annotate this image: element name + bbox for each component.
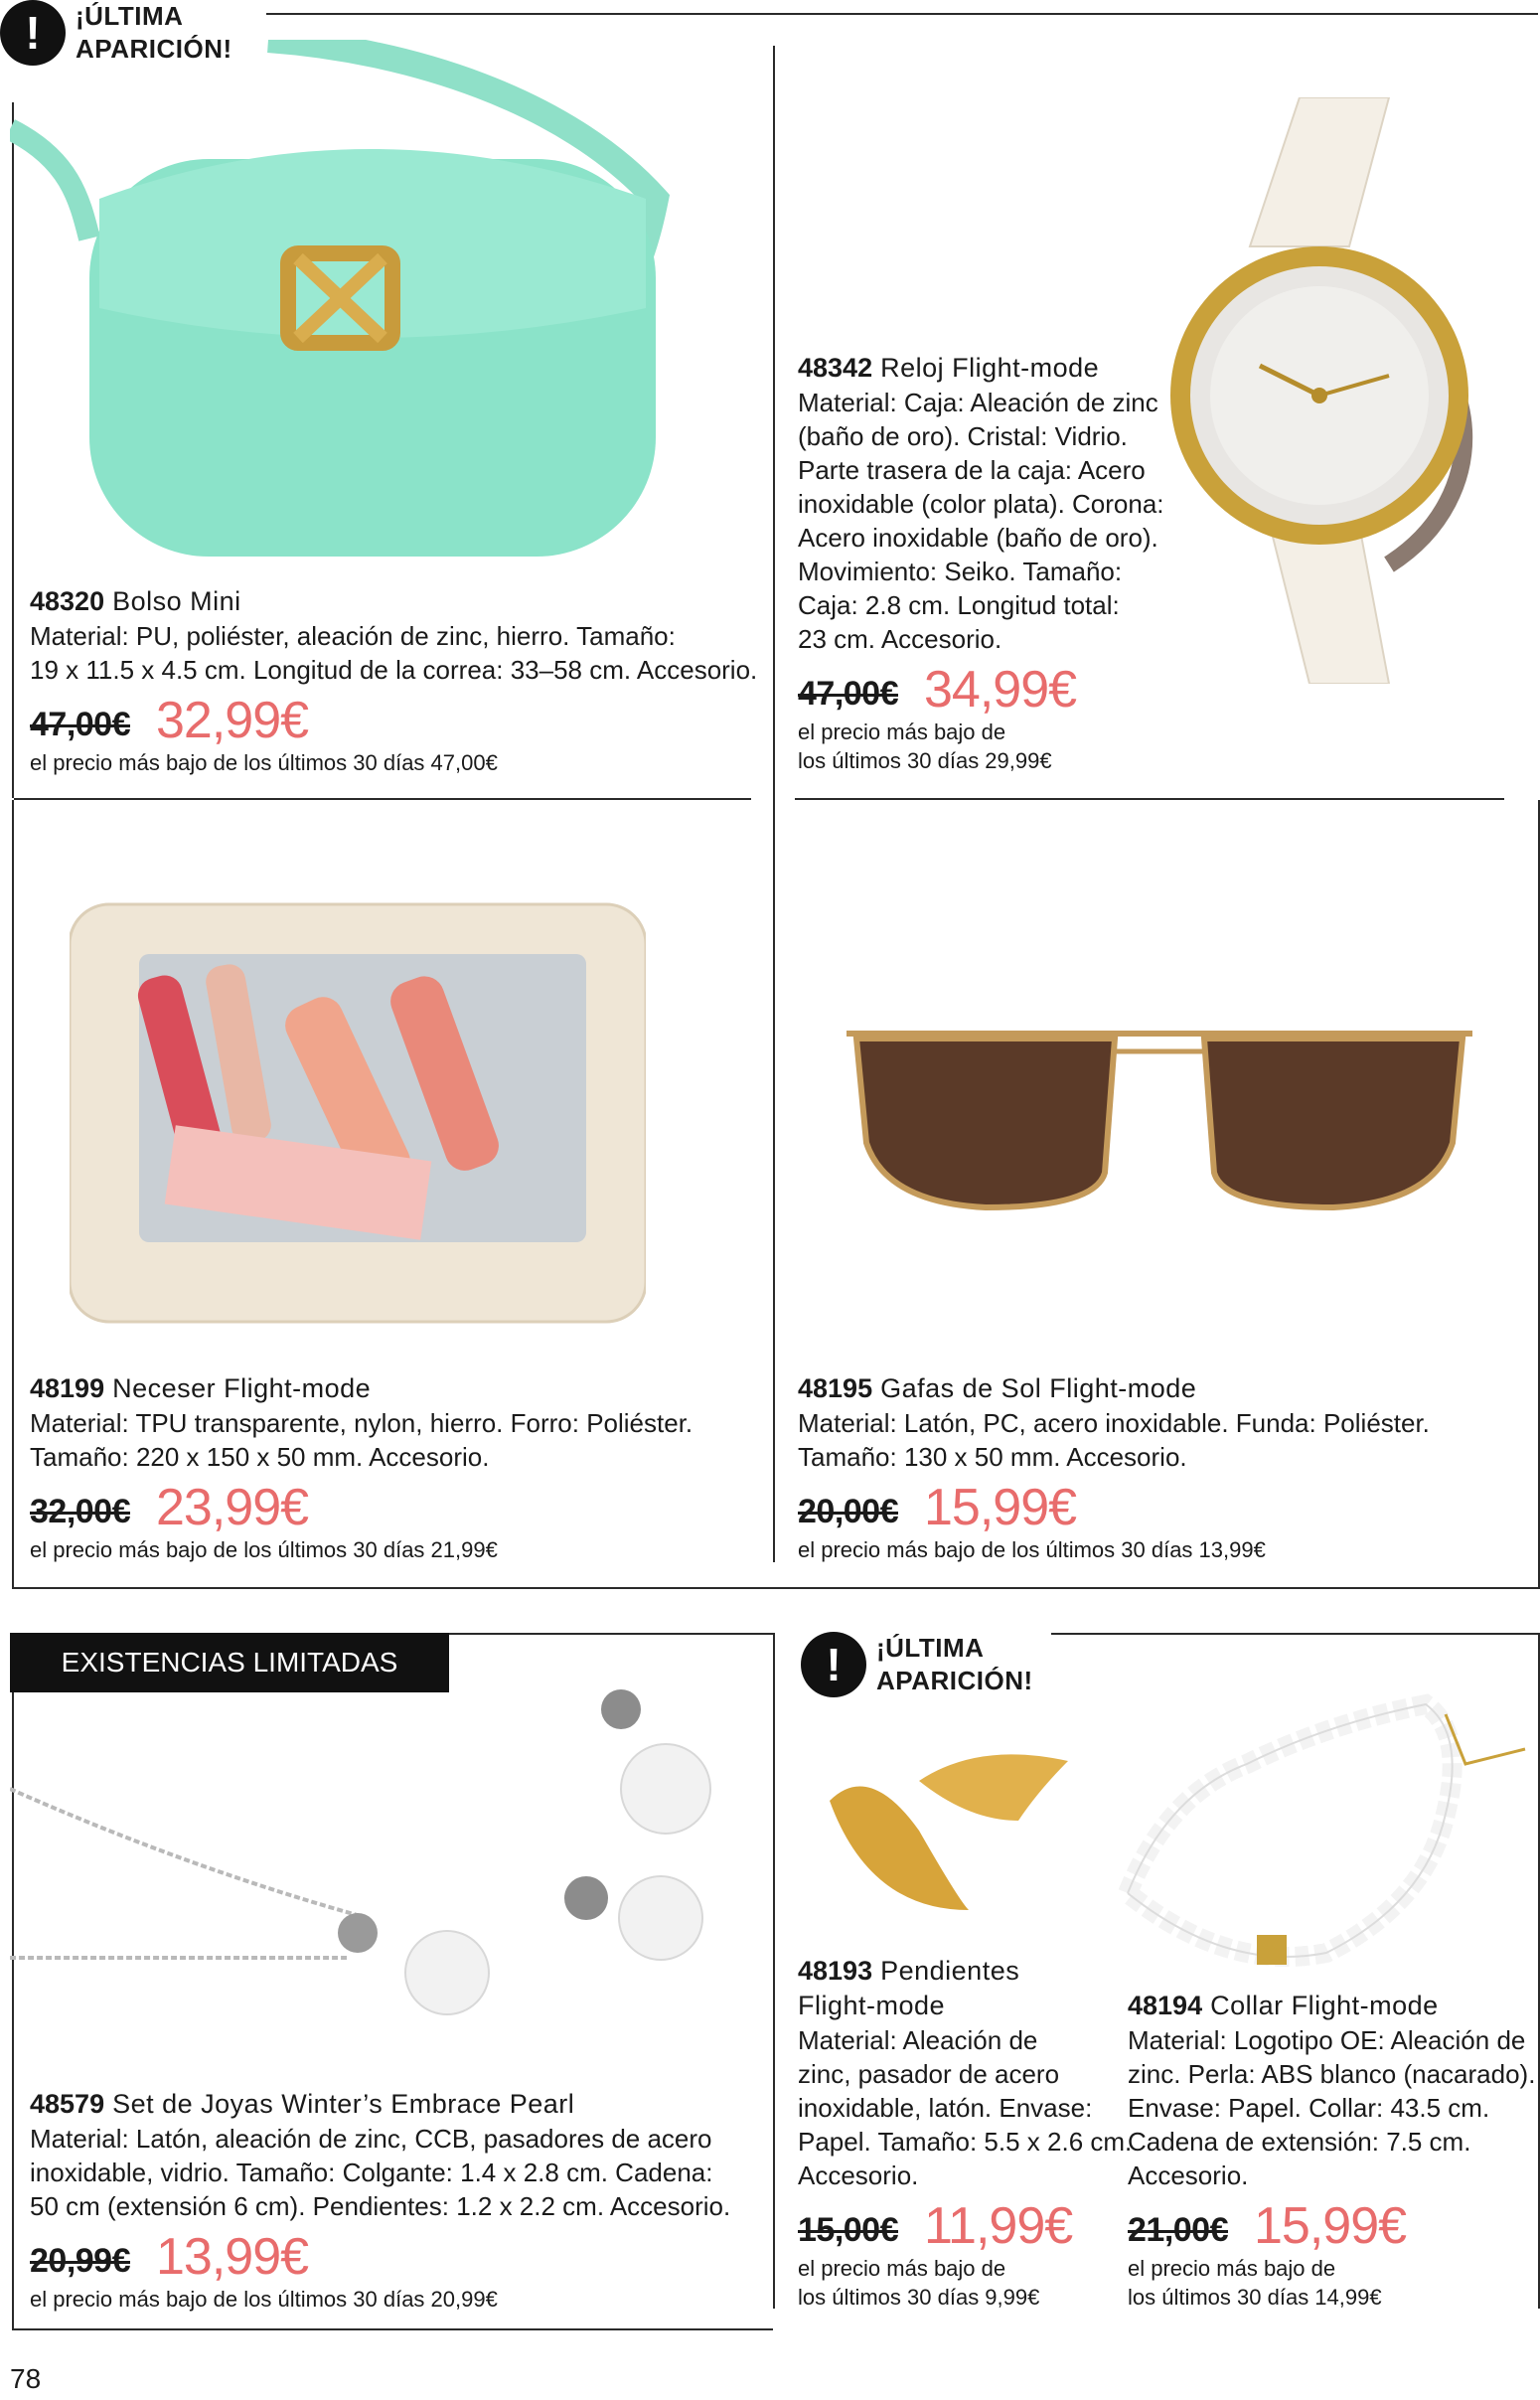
product-desc: Tamaño: 220 x 150 x 50 mm. Accesorio. — [30, 1442, 490, 1472]
product-name: Bolso Mini — [112, 586, 241, 616]
product-code: 48199 — [30, 1373, 105, 1403]
badge-line2: APARICIÓN! — [876, 1666, 1033, 1695]
divider — [773, 46, 775, 1562]
product-desc: 50 cm (extensión 6 cm). Pendientes: 1.2 x 2.2 cm. Accesorio. — [30, 2191, 731, 2221]
exclamation-icon: ! — [0, 0, 66, 66]
product-code: 48342 — [798, 353, 873, 383]
product-desc: Accesorio. — [798, 2160, 919, 2190]
product-desc: inoxidable (color plata). Corona: — [798, 489, 1164, 519]
product-desc: Envase: Papel. Collar: 43.5 cm. — [1128, 2093, 1490, 2123]
product-name: Gafas de Sol Flight-mode — [880, 1373, 1197, 1403]
product-48194 — [1128, 1989, 1535, 2312]
product-desc: 19 x 11.5 x 4.5 cm. Longitud de la correa: 33–58 cm. Accesorio. — [30, 655, 758, 685]
new-price: 32,99€ — [156, 692, 309, 749]
price-note: el precio más bajo de los últimos 30 días 21,99€ — [30, 1537, 498, 1562]
price-note: el precio más bajo de los últimos 30 días 20,99€ — [30, 2287, 498, 2312]
last-appearance-badge-2 — [801, 1632, 1033, 1697]
new-price: 34,99€ — [924, 661, 1077, 719]
product-name: Pendientes — [880, 1956, 1020, 1986]
price-note: los últimos 30 días 29,99€ — [798, 748, 1052, 773]
divider — [12, 2328, 773, 2330]
product-desc: Parte trasera de la caja: Acero — [798, 455, 1146, 485]
limited-stock-banner: EXISTENCIAS LIMITADAS — [10, 1633, 449, 1692]
product-desc: Material: Latón, aleación de zinc, CCB, pasadores de acero — [30, 2124, 712, 2154]
product-desc: Material: TPU transparente, nylon, hierro. Forro: Poliéster. — [30, 1408, 693, 1438]
product-desc: zinc. Perla: ABS blanco (nacarado). — [1128, 2059, 1536, 2089]
product-code: 48579 — [30, 2089, 105, 2119]
price-note: los últimos 30 días 9,99€ — [798, 2285, 1040, 2310]
product-desc: inoxidable, vidrio. Tamaño: Colgante: 1.4 x 2.8 cm. Cadena: — [30, 2158, 713, 2187]
old-price: 20,00€ — [798, 1493, 898, 1530]
new-price: 11,99€ — [924, 2197, 1073, 2255]
product-desc: Cadena de extensión: 7.5 cm. — [1128, 2127, 1471, 2157]
old-price: 47,00€ — [30, 706, 130, 743]
divider — [795, 798, 1504, 800]
watch-image — [1160, 97, 1518, 684]
product-desc: Material: PU, poliéster, aleación de zinc, hierro. Tamaño: — [30, 621, 676, 651]
product-desc: Tamaño: 130 x 50 mm. Accesorio. — [798, 1442, 1187, 1472]
product-desc: Material: Aleación de — [798, 2025, 1038, 2055]
old-price: 32,00€ — [30, 1493, 130, 1530]
sunglasses-image — [837, 994, 1482, 1252]
product-48199 — [30, 1371, 693, 1564]
earrings-image — [810, 1741, 1078, 1930]
product-name: Set de Joyas Winter’s Embrace Pearl — [112, 2089, 575, 2119]
product-code: 48195 — [798, 1373, 873, 1403]
product-desc: Material: Latón, PC, acero inoxidable. Funda: Poliéster. — [798, 1408, 1430, 1438]
product-desc: Papel. Tamaño: 5.5 x 2.6 cm. — [798, 2127, 1133, 2157]
divider — [12, 800, 14, 1587]
new-price: 13,99€ — [156, 2228, 309, 2286]
divider — [266, 13, 1538, 15]
price-note: los últimos 30 días 14,99€ — [1128, 2285, 1382, 2310]
product-desc: 23 cm. Accesorio. — [798, 624, 1002, 654]
divider — [773, 1633, 775, 2309]
product-name: Collar Flight-mode — [1210, 1991, 1439, 2020]
old-price: 20,99€ — [30, 2242, 130, 2280]
price-note: el precio más bajo de los últimos 30 días 47,00€ — [30, 750, 498, 775]
product-48342 — [798, 351, 1164, 775]
price-note: el precio más bajo de — [798, 720, 1006, 744]
divider — [14, 798, 751, 800]
old-price: 47,00€ — [798, 675, 898, 713]
product-name: Neceser Flight-mode — [112, 1373, 372, 1403]
product-48193 — [798, 1954, 1132, 2312]
necklace-image — [1108, 1675, 1535, 1973]
price-note: el precio más bajo de — [1128, 2256, 1336, 2281]
price-note: el precio más bajo de los últimos 30 días 13,99€ — [798, 1537, 1266, 1562]
product-desc: Acero inoxidable (baño de oro). — [798, 523, 1158, 553]
new-price: 15,99€ — [924, 1479, 1077, 1536]
divider — [1051, 1633, 1540, 1635]
product-code: 48194 — [1128, 1991, 1203, 2020]
product-desc: Material: Logotipo OE: Aleación de — [1128, 2025, 1526, 2055]
product-desc: Accesorio. — [1128, 2160, 1249, 2190]
product-48195 — [798, 1371, 1430, 1564]
mini-bag-image — [10, 40, 686, 576]
jewelry-set-image — [10, 1689, 725, 2017]
product-desc: inoxidable, latón. Envase: — [798, 2093, 1093, 2123]
product-desc: Movimiento: Seiko. Tamaño: — [798, 557, 1123, 586]
divider — [449, 1633, 773, 1635]
product-desc: Caja: 2.8 cm. Longitud total: — [798, 590, 1120, 620]
product-48320 — [30, 584, 757, 777]
old-price: 21,00€ — [1128, 2211, 1228, 2249]
badge-line1: ¡ÚLTIMA — [876, 1633, 985, 1663]
badge-line2: APARICIÓN! — [76, 34, 232, 64]
badge-line1: ¡ÚLTIMA — [76, 1, 184, 31]
new-price: 23,99€ — [156, 1479, 309, 1536]
product-code: 48320 — [30, 586, 105, 616]
old-price: 15,00€ — [798, 2211, 898, 2249]
new-price: 15,99€ — [1254, 2197, 1407, 2255]
divider — [12, 1587, 1540, 1589]
cosmetic-bag-image — [70, 894, 646, 1332]
product-desc: zinc, pasador de acero — [798, 2059, 1060, 2089]
exclamation-icon: ! — [801, 1632, 866, 1697]
product-desc: (baño de oro). Cristal: Vidrio. — [798, 421, 1128, 451]
product-name-line2: Flight-mode — [798, 1991, 946, 2020]
product-code: 48193 — [798, 1956, 873, 1986]
page-number: 78 — [10, 2363, 42, 2394]
product-48579 — [30, 2087, 730, 2314]
product-desc: Material: Caja: Aleación de zinc — [798, 388, 1158, 417]
price-note: el precio más bajo de — [798, 2256, 1006, 2281]
product-name: Reloj Flight-mode — [880, 353, 1100, 383]
